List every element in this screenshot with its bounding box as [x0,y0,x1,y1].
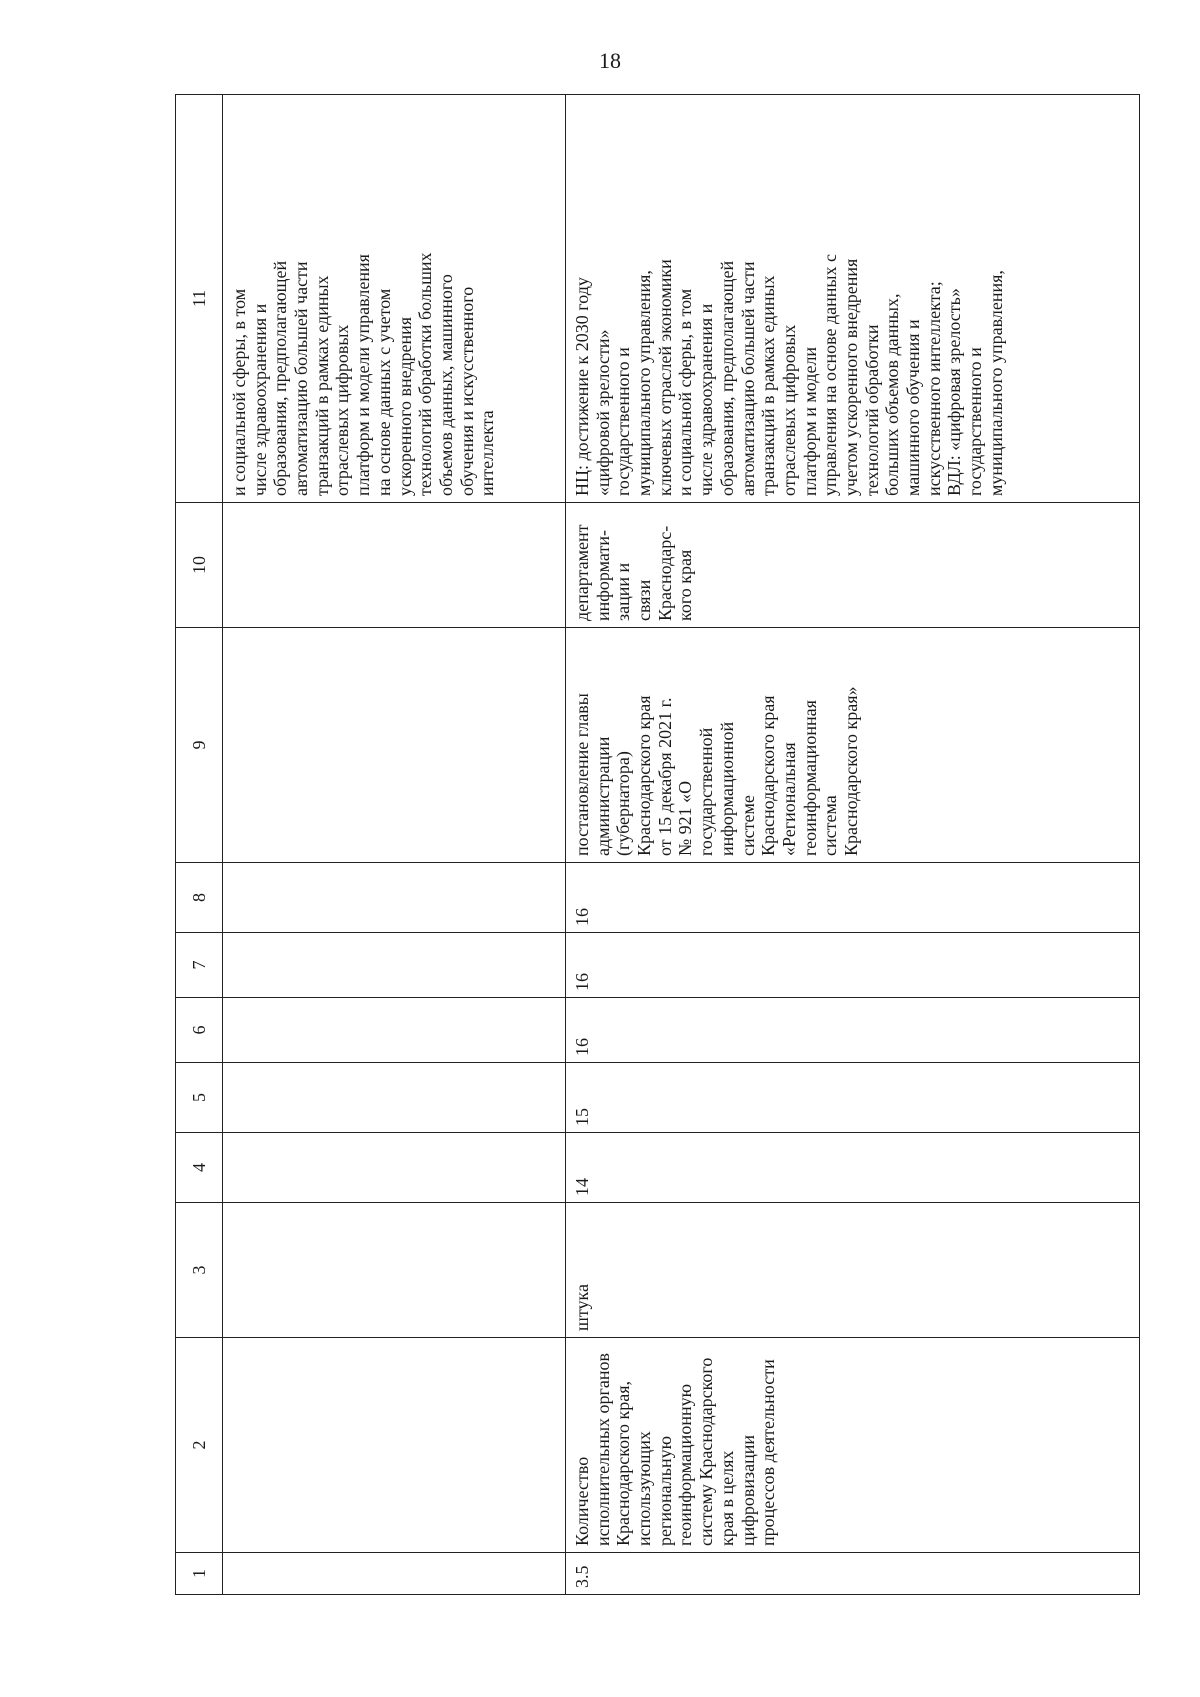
indicator-name-cell: Количество исполнительных органов Краснодарского края, использующих региональную геоинформационную систему Краснодарского края в целях цифровизации процессов деятельности [566,1338,1140,1553]
header-cell: 9 [176,628,223,863]
header-cell: 3 [176,1203,223,1338]
page-number: 18 [599,48,621,73]
table-row-3-5 [566,95,1140,1595]
responsible-body-cell: департамент информати- зации и связи Краснодарс- кого края [566,503,1140,628]
table-cell [223,628,566,863]
header-cell: 10 [176,503,223,628]
header-cell: 8 [176,863,223,933]
table-cell [223,1553,566,1595]
table-cell [223,933,566,998]
table-cell [223,503,566,628]
table-cell [223,998,566,1063]
row-number-cell: 3.5 [566,1553,1140,1595]
table-cell [223,863,566,933]
table-cell [223,1338,566,1553]
header-cell: 7 [176,933,223,998]
header-cell: 1 [176,1553,223,1595]
table-cell [223,1203,566,1338]
header-cell: 6 [176,998,223,1063]
rotated-table-wrapper [175,95,1140,1595]
goal-link-cell: НЦ: достижение к 2030 году «цифровой зрелости» государственного и муниципального управления, ключевых отраслей экономики и социальной сферы, в том числе здравоохранения и образования, предполагающей автоматизацию большей части транзакций в рамках единых отраслевых цифровых платформ и модели управления на основе данных с учетом ускоренного внедрения технологий обработки больших объемов данных, машинного обучения и искусственного интеллекта; ВДЛ: «цифровая зрелость» государственного и муниципального управления, [566,95,1140,503]
value-cell: 16 [566,933,1140,998]
value-cell: 16 [566,863,1140,933]
table-header-row [176,95,223,1595]
indicators-table [175,94,1140,1595]
unit-cell: штука [566,1203,1140,1338]
value-cell: 15 [566,1063,1140,1133]
table-cell [223,1133,566,1203]
value-cell: 14 [566,1133,1140,1203]
header-cell: 2 [176,1338,223,1553]
header-cell: 4 [176,1133,223,1203]
table-row-continuation [223,95,566,1595]
table-cell-goal-text: и социальной сферы, в том числе здравоохранения и образования, предполагающей автоматизацию большей части транзакций в рамках единых отраслевых цифровых платформ и модели управления на основе данных с учетом ускоренного внедрения технологий обработки больших объемов данных, машинного обучения и искусственного интеллекта [223,95,566,503]
regulation-cell: постановление главы администрации (губернатора) Краснодарского края от 15 декабря 2021 г. № 921 «О государственной информационной системе Краснодарского края «Региональная геоинформационная система Краснодарского края» [566,628,1140,863]
header-cell: 11 [176,95,223,503]
value-cell: 16 [566,998,1140,1063]
header-cell: 5 [176,1063,223,1133]
table-cell [223,1063,566,1133]
